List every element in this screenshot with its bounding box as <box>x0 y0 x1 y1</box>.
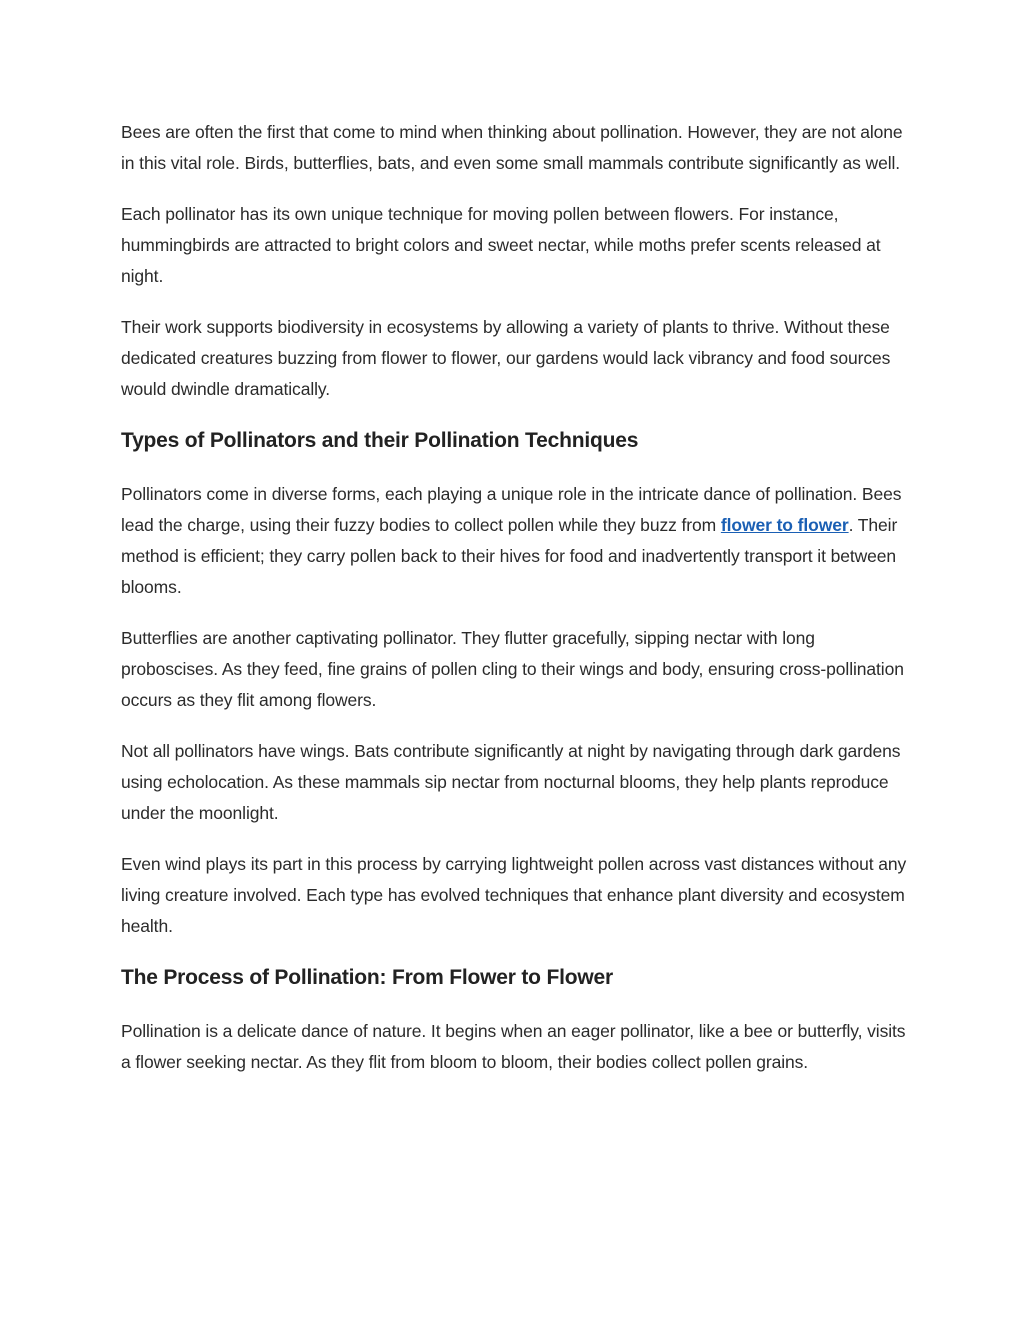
intro-paragraph-3: Their work supports biodiversity in ecosystems by allowing a variety of plants to thrive. Without these dedicated creatures buzzing from flower to flower, our gardens would lack vibrancy and food sources would dwindle dramatically. <box>121 317 891 399</box>
article-body <box>121 117 907 1098</box>
types-paragraph-1-text-b: . Their method is efficient; they carry pollen back to their hives for food and inadvertently transport it between blooms. <box>121 515 898 597</box>
types-paragraph-1-text-a: Pollinators come in diverse forms, each playing a unique role in the intricate dance of pollination. Bees lead the charge, using their fuzzy bodies to collect pollen while they buzz from <box>121 484 902 535</box>
process-paragraph-1: Pollination is a delicate dance of nature. It begins when an eager pollinator, like a bee or butterfly, visits a flower seeking nectar. As they flit from bloom to bloom, their bodies collect pollen grains. <box>121 1021 906 1072</box>
process-heading: The Process of Pollination: From Flower to Flower <box>121 966 613 989</box>
types-paragraph-2: Butterflies are another captivating pollinator. They flutter gracefully, sipping nectar with long proboscises. As they feed, fine grains of pollen cling to their wings and body, ensuring cross-pollination occurs as they flit among flowers. <box>121 628 904 710</box>
intro-paragraph-2: Each pollinator has its own unique technique for moving pollen between flowers. For instance, hummingbirds are attracted to bright colors and sweet nectar, while moths prefer scents released at night. <box>121 204 881 286</box>
types-paragraph-1 <box>121 479 907 603</box>
types-heading: Types of Pollinators and their Pollination Techniques <box>121 429 639 452</box>
types-paragraph-3: Not all pollinators have wings. Bats contribute significantly at night by navigating through dark gardens using echolocation. As these mammals sip nectar from nocturnal blooms, they help plants reproduce under the moonlight. <box>121 741 901 823</box>
flower-to-flower-link[interactable]: flower to flower <box>720 515 849 535</box>
intro-paragraph-1: Bees are often the first that come to mind when thinking about pollination. However, they are not alone in this vital role. Birds, butterflies, bats, and even some small mammals contribute significantly as well. <box>121 122 903 173</box>
types-paragraph-4: Even wind plays its part in this process by carrying lightweight pollen across vast distances without any living creature involved. Each type has evolved techniques that enhance plant diversity and ecosystem health. <box>121 854 907 936</box>
